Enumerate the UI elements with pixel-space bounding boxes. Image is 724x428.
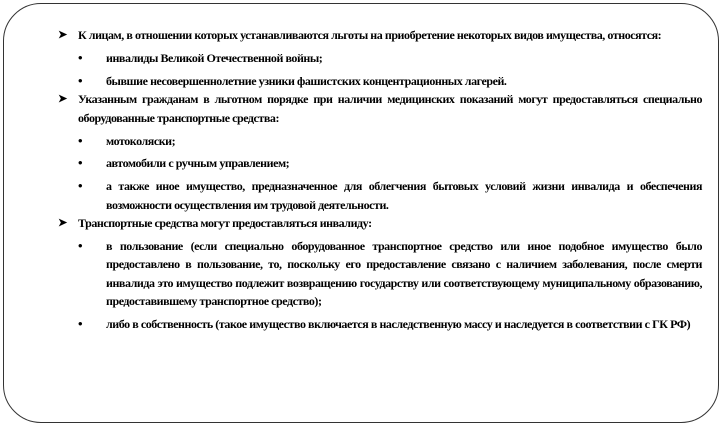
list-item <box>58 237 702 311</box>
list-item <box>58 154 702 172</box>
list-item <box>58 26 702 44</box>
list-item-text: мотоколяски; <box>106 133 176 148</box>
list-item <box>58 132 702 150</box>
list-item <box>58 72 702 90</box>
list-item-text: Указанным гражданам в льготном порядке при наличии медицинских показаний могут предоставляться специально оборудованные транспортные средства: <box>78 92 702 125</box>
list-item-text: бывшие несовершеннолетние узники фашистских концентрационных лагерей. <box>106 73 507 88</box>
list-item-text: автомобили с ручным управлением; <box>106 156 290 171</box>
list-item <box>58 49 702 67</box>
list-item-text: либо в собственность (такое имущество включается в наследственную массу и наследуется в соответствии с ГК РФ) <box>106 317 691 332</box>
rounded-frame <box>3 3 719 423</box>
document-body <box>58 26 702 334</box>
dot-bullet-icon: • <box>78 316 83 332</box>
arrow-bullet-icon: ➤ <box>58 217 67 230</box>
dot-bullet-icon: • <box>78 155 83 171</box>
arrow-bullet-icon: ➤ <box>58 29 67 41</box>
list-item-text: в пользование (если специально оборудованное транспортное средство или иное подобное имущество было предоставлено в пользование, то, поскольку его предоставление связано с наличием заболевания, после смерти инвалида это имущество подлежит возвращению государству или соответствующему муниципальному образованию, предоставившему транспортное средство); <box>106 239 702 309</box>
list-item-text: инвалиды Великой Отечественной войны; <box>106 50 323 65</box>
list-item <box>58 90 702 127</box>
arrow-bullet-icon: ➤ <box>58 93 67 106</box>
dot-bullet-icon: • <box>78 178 83 194</box>
dot-bullet-icon: • <box>78 49 83 65</box>
dot-bullet-icon: • <box>78 132 83 148</box>
list-item-text: К лицам, в отношении которых устанавливаются льготы на приобретение некоторых видов имущества, относятся: <box>78 28 662 42</box>
dot-bullet-icon: • <box>78 72 83 88</box>
dot-bullet-icon: • <box>78 238 83 254</box>
list-item-text: Транспортные средства могут предоставляться инвалиду: <box>78 216 372 231</box>
list-item <box>58 315 702 333</box>
list-item <box>58 214 702 232</box>
list-item-text: а также иное имущество, предназначенное для облегчения бытовых условий жизни инвалида и обеспечения возможности осуществления им трудовой деятельности. <box>106 179 702 212</box>
list-item <box>58 177 702 214</box>
